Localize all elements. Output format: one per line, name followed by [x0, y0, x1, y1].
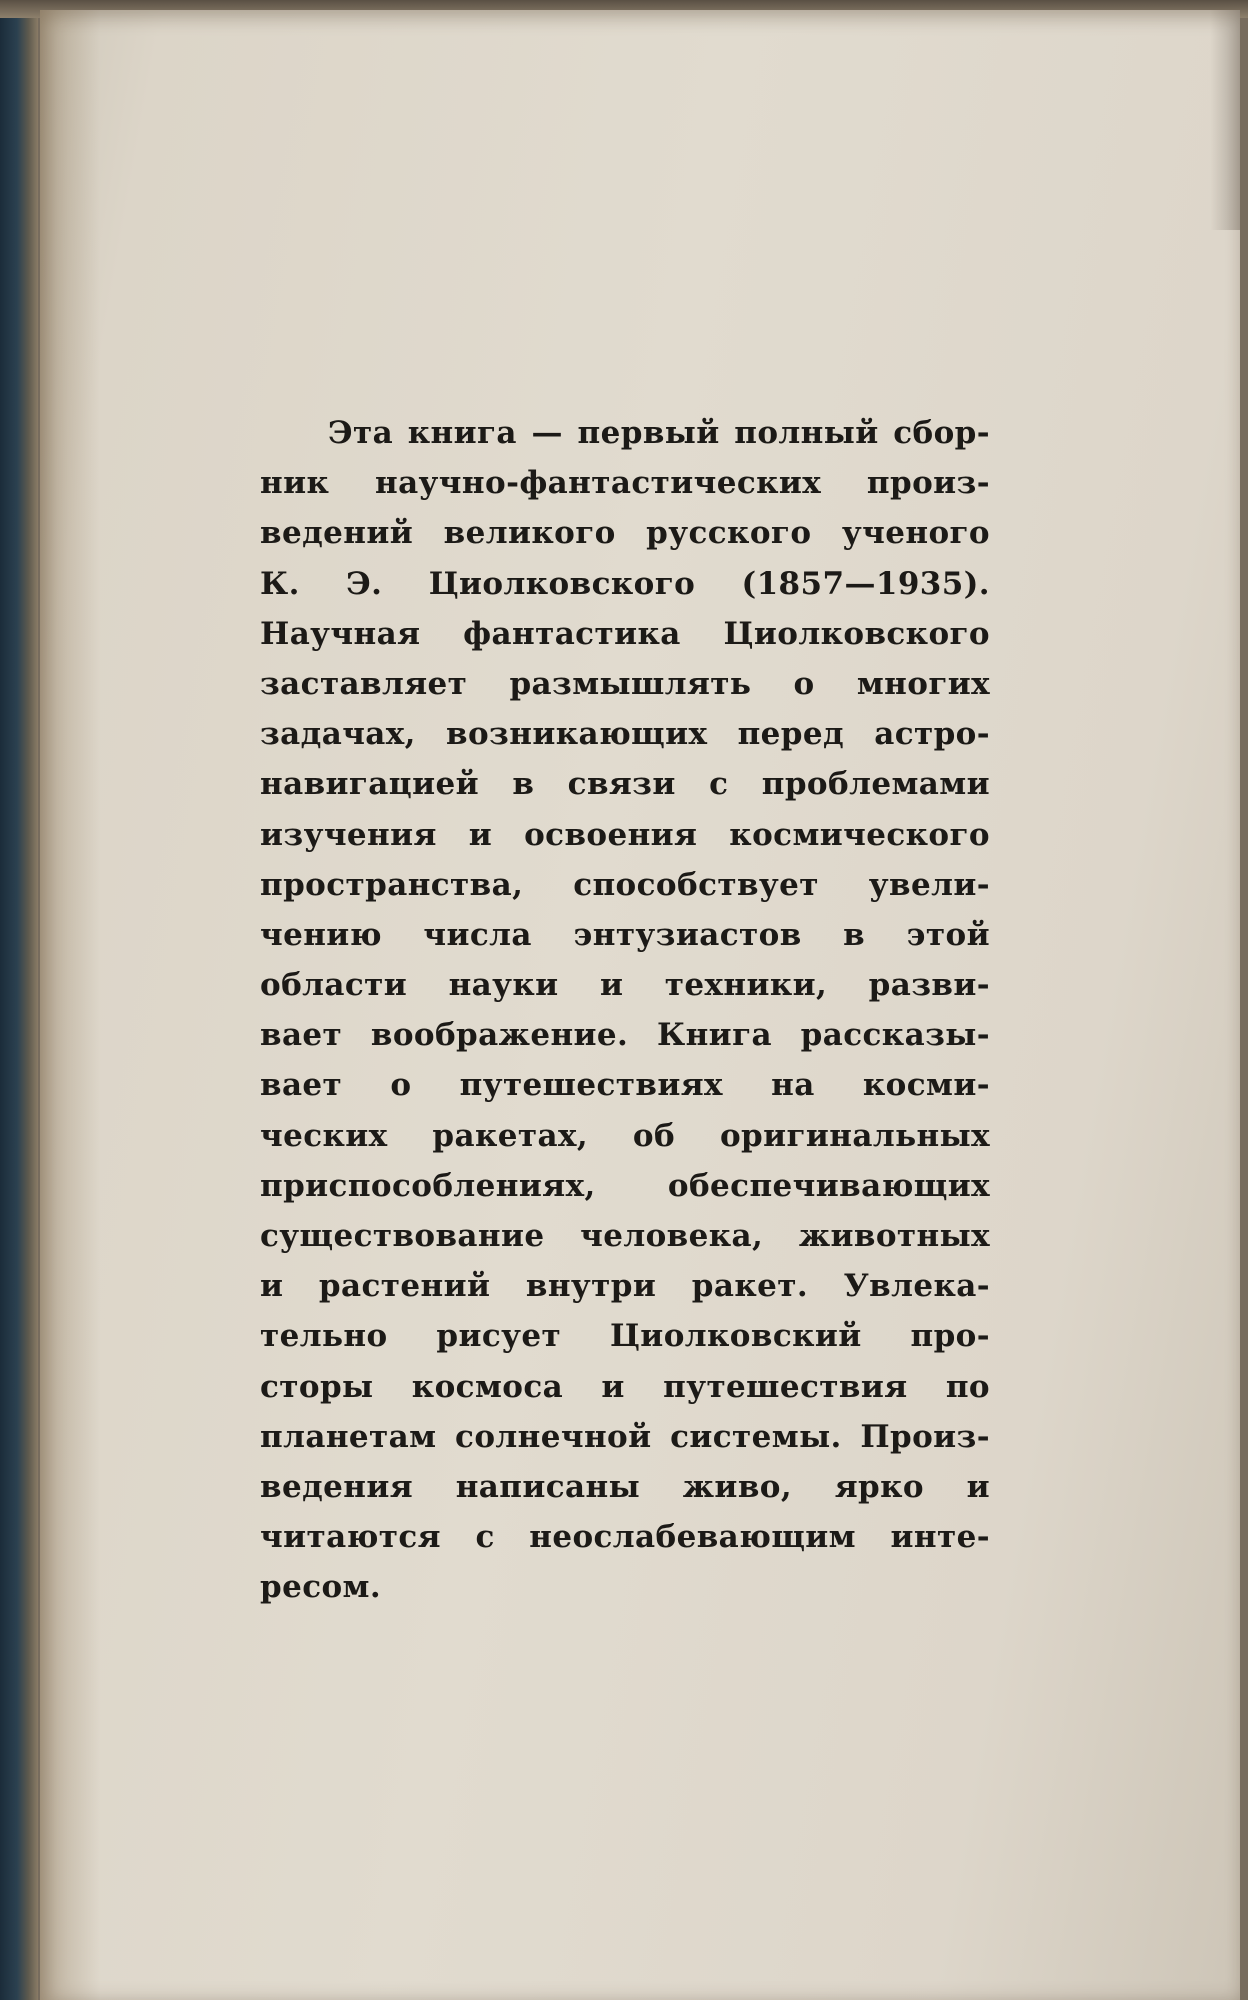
text-line: ресом.: [260, 1569, 382, 1606]
book-page: [40, 10, 1240, 2000]
text-line: ведений великого русского ученого: [260, 515, 990, 552]
annotation-text: [260, 408, 990, 1613]
text-line: приспособлениях, обеспечивающих: [260, 1167, 990, 1204]
text-line: Эта книга — первый полный сбор-: [328, 415, 990, 451]
text-line: сторы космоса и путешествия по: [260, 1368, 990, 1405]
text-line: пространства, способствует увели-: [260, 866, 990, 903]
text-line: заставляет размышлять о многих: [260, 665, 990, 702]
book-cover-edge: [0, 0, 38, 2000]
text-line: ник научно-фантастических произ-: [260, 465, 990, 502]
text-line: навигацией в связи с проблемами: [260, 766, 990, 803]
text-line: читаются с неослабевающим инте-: [260, 1519, 990, 1556]
text-line: существование человека, животных: [260, 1218, 990, 1254]
text-line: изучения и освоения космического: [260, 816, 990, 853]
text-line: Научная фантастика Циолковского: [260, 615, 990, 652]
text-line: ческих ракетах, об оригинальных: [260, 1117, 990, 1154]
page-corner-shadow: [1210, 10, 1240, 230]
text-line: и растений внутри ракет. Увлека-: [260, 1268, 990, 1305]
text-line: К. Э. Циолковского (1857—1935).: [260, 565, 990, 602]
page-stain: [40, 10, 100, 2000]
text-line: ведения написаны живо, ярко и: [260, 1468, 990, 1505]
text-line: тельно рисует Циолковский про-: [260, 1318, 990, 1355]
text-line: вает о путешествиях на косми-: [260, 1067, 990, 1104]
text-line: чению числа энтузиастов в этой: [260, 916, 990, 953]
text-line: задачах, возникающих перед астро-: [260, 716, 990, 753]
text-line: области науки и техники, разви-: [260, 967, 990, 1004]
text-line: вает воображение. Книга рассказы-: [260, 1017, 990, 1054]
text-line: планетам солнечной системы. Произ-: [260, 1418, 990, 1455]
